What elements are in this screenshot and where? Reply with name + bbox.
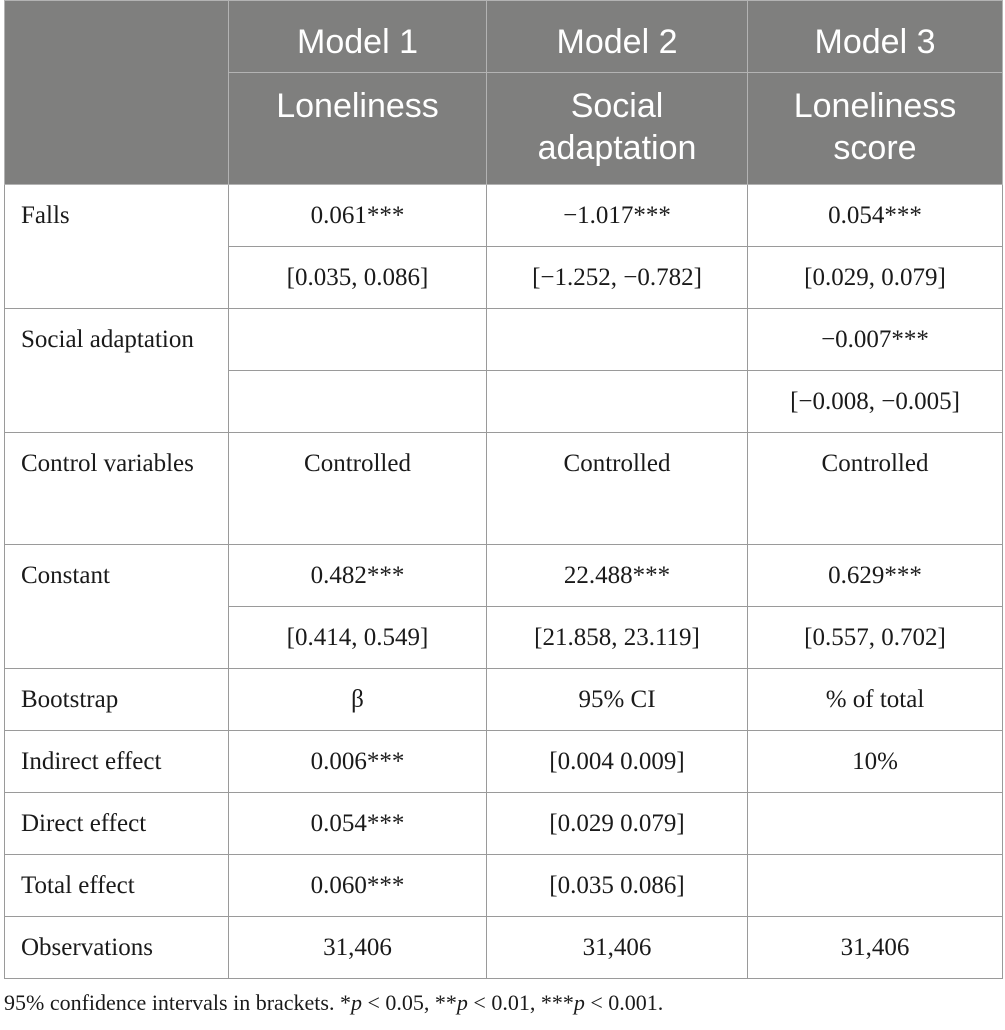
table-row-total-effect (5, 855, 1003, 917)
social-ci-3: [−0.008, −0.005] (748, 371, 1003, 433)
header-blank-cell (5, 1, 229, 185)
constant-coef-3: 0.629*** (748, 545, 1003, 607)
table-row-falls (5, 185, 1003, 247)
bootstrap-3: % of total (748, 669, 1003, 731)
constant-ci-2: [21.858, 23.119] (487, 607, 748, 669)
social-coef-1 (229, 309, 487, 371)
social-ci-1 (229, 371, 487, 433)
footnote-lt05: < 0.05, ** (361, 990, 457, 1015)
falls-ci-1: [0.035, 0.086] (229, 247, 487, 309)
constant-coef-1: 0.482*** (229, 545, 487, 607)
row-label-direct-effect: Direct effect (5, 793, 229, 855)
bootstrap-2: 95% CI (487, 669, 748, 731)
header-model-3: Model 3 (748, 1, 1003, 73)
constant-ci-3: [0.557, 0.702] (748, 607, 1003, 669)
table-row-observations (5, 917, 1003, 979)
row-label-observations: Observations (5, 917, 229, 979)
constant-coef-2: 22.488*** (487, 545, 748, 607)
footnote-p-01: p (456, 990, 468, 1015)
row-label-bootstrap: Bootstrap (5, 669, 229, 731)
indirect-2: [0.004 0.009] (487, 731, 748, 793)
row-label-control-variables: Control variables (5, 433, 229, 545)
header-outcome-2: Social adaptation (487, 73, 748, 185)
direct-2: [0.029 0.079] (487, 793, 748, 855)
direct-3 (748, 793, 1003, 855)
total-3 (748, 855, 1003, 917)
table-row-indirect-effect (5, 731, 1003, 793)
header-outcome-3: Loneliness score (748, 73, 1003, 185)
header-model-1: Model 1 (229, 1, 487, 73)
footnote-lt01: < 0.01, *** (467, 990, 574, 1015)
row-label-constant: Constant (5, 545, 229, 669)
social-ci-2 (487, 371, 748, 433)
table-row-social-adaptation (5, 309, 1003, 371)
footnote-p-001: p (573, 990, 585, 1015)
indirect-1: 0.006*** (229, 731, 487, 793)
footnote-p-05: p (350, 990, 362, 1015)
results-table (4, 0, 1003, 979)
observations-2: 31,406 (487, 917, 748, 979)
falls-coef-3: 0.054*** (748, 185, 1003, 247)
falls-ci-3: [0.029, 0.079] (748, 247, 1003, 309)
table-row-direct-effect (5, 793, 1003, 855)
control-3: Controlled (748, 433, 1003, 545)
indirect-3: 10% (748, 731, 1003, 793)
bootstrap-1: β (229, 669, 487, 731)
row-label-indirect-effect: Indirect effect (5, 731, 229, 793)
social-coef-3: −0.007*** (748, 309, 1003, 371)
row-label-social-adaptation: Social adaptation (5, 309, 229, 433)
header-model-2: Model 2 (487, 1, 748, 73)
table-footnote (4, 990, 663, 1016)
row-label-total-effect: Total effect (5, 855, 229, 917)
constant-ci-1: [0.414, 0.549] (229, 607, 487, 669)
observations-1: 31,406 (229, 917, 487, 979)
table-header (5, 1, 1003, 185)
direct-1: 0.054*** (229, 793, 487, 855)
table-row-constant (5, 545, 1003, 607)
total-1: 0.060*** (229, 855, 487, 917)
table-row-control-variables (5, 433, 1003, 545)
footnote-lt001: < 0.001. (584, 990, 664, 1015)
falls-coef-1: 0.061*** (229, 185, 487, 247)
falls-coef-2: −1.017*** (487, 185, 748, 247)
header-outcome-1: Loneliness (229, 73, 487, 185)
row-label-falls: Falls (5, 185, 229, 309)
observations-3: 31,406 (748, 917, 1003, 979)
falls-ci-2: [−1.252, −0.782] (487, 247, 748, 309)
footnote-lead: 95% confidence intervals in brackets. * (4, 990, 351, 1015)
social-coef-2 (487, 309, 748, 371)
control-2: Controlled (487, 433, 748, 545)
table-row-bootstrap (5, 669, 1003, 731)
total-2: [0.035 0.086] (487, 855, 748, 917)
control-1: Controlled (229, 433, 487, 545)
